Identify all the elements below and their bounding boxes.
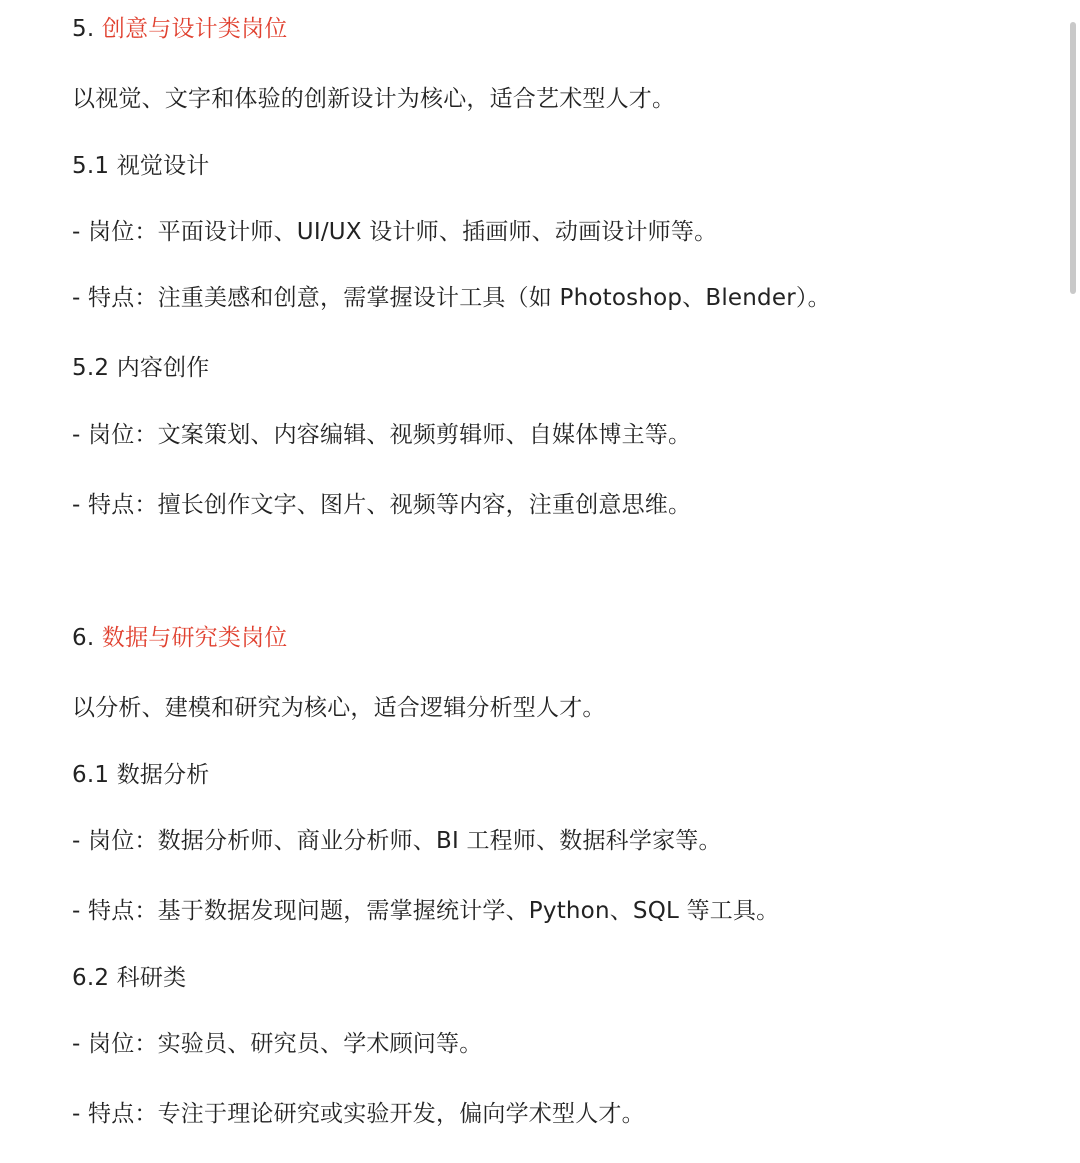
subsection-6-2-positions: - 岗位：实验员、研究员、学术顾问等。 bbox=[72, 1031, 483, 1057]
subsection-5-1-features: - 特点：注重美感和创意，需掌握设计工具（如 Photoshop、Blender）。 bbox=[72, 285, 831, 311]
subsection-6-1-positions: - 岗位：数据分析师、商业分析师、BI 工程师、数据科学家等。 bbox=[72, 828, 722, 854]
section-6-intro: 以分析、建模和研究为核心，适合逻辑分析型人才。 bbox=[72, 695, 606, 721]
subsection-5-2-heading: 5.2 内容创作 bbox=[72, 355, 210, 381]
section-5-title: 创意与设计类岗位 bbox=[101, 16, 288, 42]
subsection-6-1-features: - 特点：基于数据发现问题，需掌握统计学、Python、SQL 等工具。 bbox=[72, 898, 780, 924]
section-5-number: 5. bbox=[72, 16, 95, 42]
subsection-5-2-features: - 特点：擅长创作文字、图片、视频等内容，注重创意思维。 bbox=[72, 492, 692, 518]
scrollbar-track[interactable] bbox=[1066, 0, 1080, 1163]
subsection-6-1-heading: 6.1 数据分析 bbox=[72, 762, 210, 788]
section-6-title: 数据与研究类岗位 bbox=[101, 625, 288, 651]
section-6-number: 6. bbox=[72, 625, 95, 651]
section-6-heading bbox=[72, 623, 287, 653]
subsection-5-2-positions: - 岗位：文案策划、内容编辑、视频剪辑师、自媒体博主等。 bbox=[72, 422, 692, 448]
scrollbar-thumb[interactable] bbox=[1070, 22, 1076, 294]
subsection-5-1-positions: - 岗位：平面设计师、UI/UX 设计师、插画师、动画设计师等。 bbox=[72, 219, 718, 245]
subsection-6-2-heading: 6.2 科研类 bbox=[72, 965, 187, 991]
subsection-6-2-features: - 特点：专注于理论研究或实验开发，偏向学术型人才。 bbox=[72, 1101, 645, 1127]
section-5-heading bbox=[72, 14, 287, 44]
subsection-5-1-heading: 5.1 视觉设计 bbox=[72, 153, 210, 179]
section-5-intro: 以视觉、文字和体验的创新设计为核心，适合艺术型人才。 bbox=[72, 86, 676, 112]
